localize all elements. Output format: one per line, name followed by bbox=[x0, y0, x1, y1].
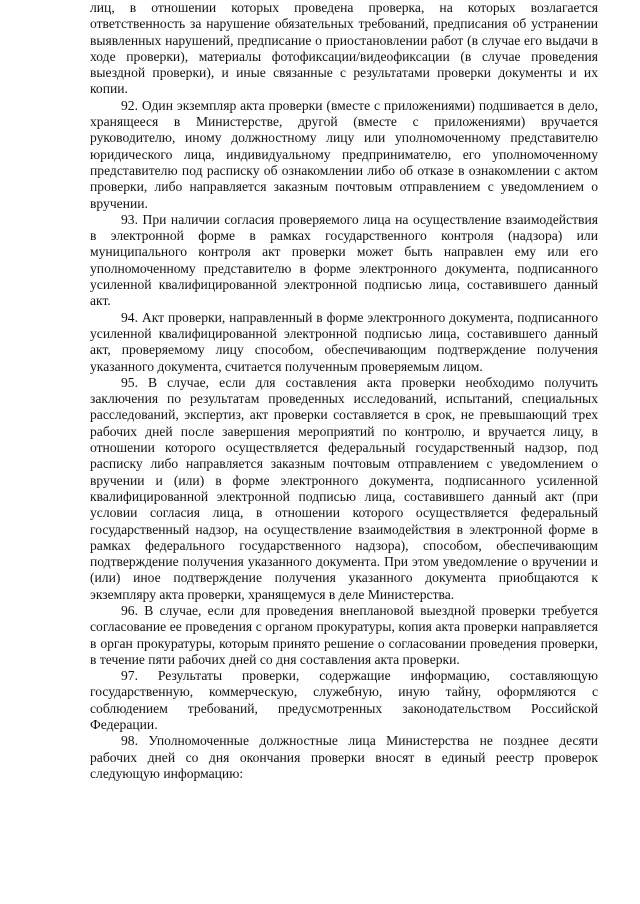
paragraph-98: 98. Уполномоченные должностные лица Министерства не позднее десяти рабочих дней со дня окончания проверки вносят в единый реестр проверок следующую информацию: bbox=[90, 733, 598, 781]
document-page bbox=[90, 0, 598, 782]
paragraph-94: 94. Акт проверки, направленный в форме электронного документа, подписанного усиленной квалифицированной электронной подписью лица, составившего данный акт, проверяемому лицу способом, обеспечивающим подтверждение получения указанного документа, считается полученным проверяемым лицом. bbox=[90, 309, 598, 374]
paragraph-97: 97. Результаты проверки, содержащие информацию, составляющую государственную, коммерческую, служебную, иную тайну, оформляются с соблюдением требований, предусмотренных законодательством Российской Федерации. bbox=[90, 668, 598, 733]
paragraph-96: 96. В случае, если для проведения внеплановой выездной проверки требуется согласование ее проведения с органом прокуратуры, копия акта проверки направляется в орган прокуратуры, которым принято решение о согласовании проведения проверки, в течение пяти рабочих дней со дня составления акта проверки. bbox=[90, 602, 598, 667]
paragraph-continuation: лиц, в отношении которых проведена проверка, на которых возлагается ответственность за нарушение обязательных требований, предписания об устранении выявленных нарушений, предписание о приостановлении работ (в случае его выдачи в ходе проверки), материалы фотофиксации/видеофиксации (в случае проведения выездной проверки), и иные связанные с результатами проверки документы и их копии. bbox=[90, 0, 598, 97]
paragraph-93: 93. При наличии согласия проверяемого лица на осуществление взаимодействия в электронной форме в рамках государственного контроля (надзора) или муниципального контроля акт проверки может быть направлен ему или его уполномоченному представителю в форме электронного документа, подписанного усиленной квалифицированной электронной подписью лица, составившего данный акт. bbox=[90, 211, 598, 309]
paragraph-95: 95. В случае, если для составления акта проверки необходимо получить заключения по результатам проведенных исследований, испытаний, специальных расследований, экспертиз, акт проверки составляется в срок, не превышающий трех рабочих дней после завершения мероприятий по контролю, и вручается лицу, в отношении которого осуществляется федеральный государственный надзор, под расписку либо направляется заказным почтовым отправлением с уведомлением о вручении и (или) в форме электронного документа, подписанного усиленной квалифицированной электронной подписью лица, составившего данный акт (при условии согласия лица, в отношении которого осуществляется федеральный государственный надзор, на осуществление взаимодействия в электронной форме в рамках федерального государственного надзора), способом, обеспечивающим подтверждение получения указанного документа. При этом уведомление о вручении и (или) иное подтверждение получения указанного документа приобщаются к экземпляру акта проверки, хранящемуся в деле Министерства. bbox=[90, 374, 598, 602]
paragraph-92: 92. Один экземпляр акта проверки (вместе с приложениями) подшивается в дело, хранящееся в Министерстве, другой (вместе с приложениями) вручается руководителю, иному должностному лицу или уполномоченному представителю юридического лица, индивидуальному предпринимателю, его уполномоченному представителю под расписку об ознакомлении либо об отказе в ознакомлении с актом проверки, либо направляется заказным почтовым отправлением с уведомлением о вручении. bbox=[90, 97, 598, 211]
